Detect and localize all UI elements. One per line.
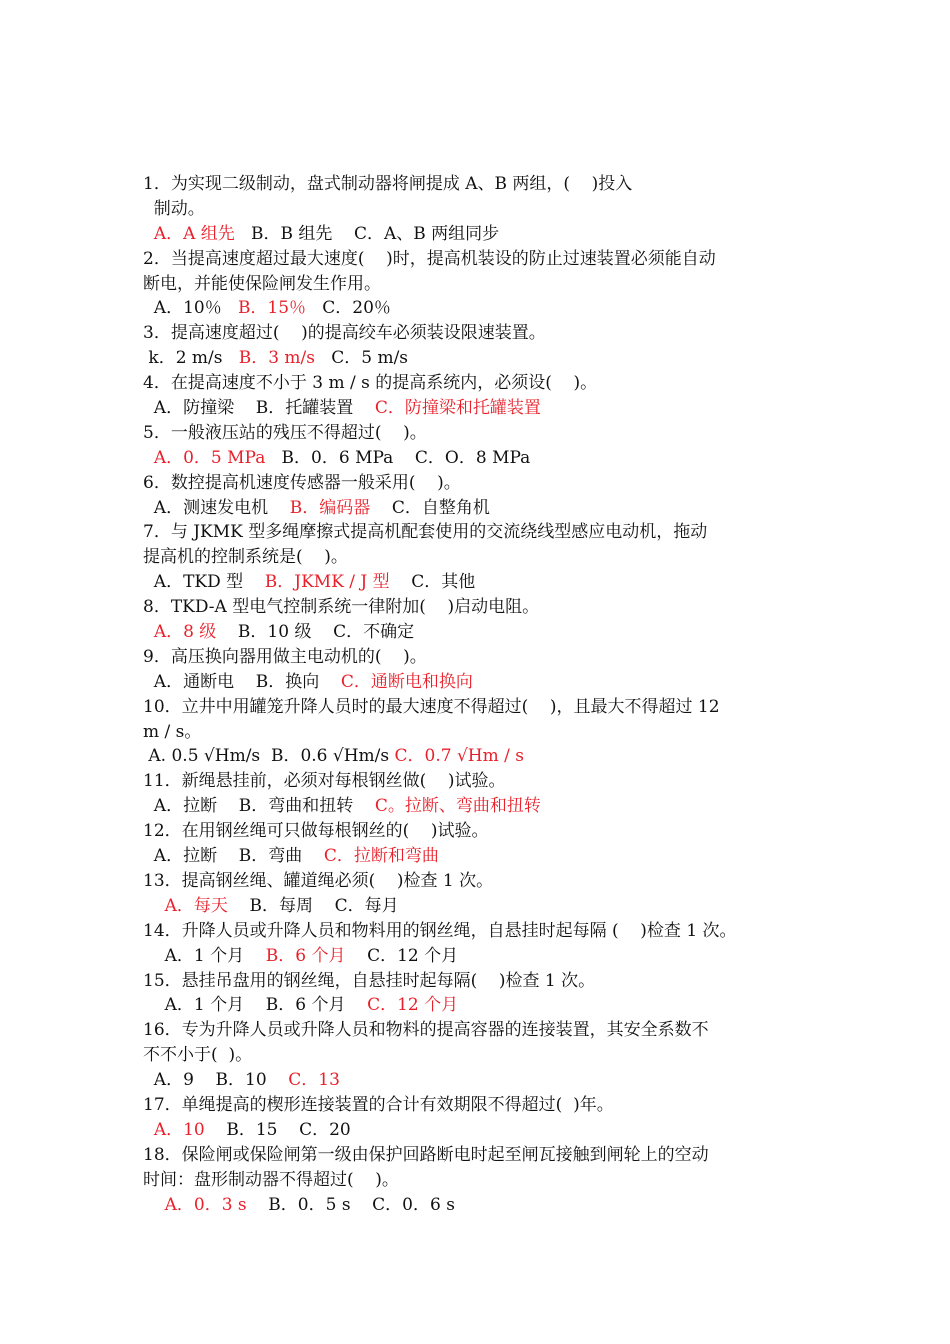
question-text-line — [143, 1143, 823, 1168]
question-list — [143, 172, 823, 1217]
correct-answer: B．6 个月 — [265, 945, 346, 966]
text-segment: 15．悬挂吊盘用的钢丝绳，自悬挂时起每隔( )检查 1 次。 — [143, 970, 596, 991]
question-text-line — [143, 471, 823, 496]
text-segment: B．B 组先 C．A、B 两组同步 — [234, 223, 500, 244]
text-segment: C．20％ — [306, 298, 391, 319]
question-text-line — [143, 172, 823, 197]
text-segment: 不不小于( )。 — [143, 1045, 253, 1066]
text-segment: 4．在提高速度不小于 3 m / s 的提高系统内，必须设( )。 — [143, 373, 598, 394]
correct-answer: C．12 个月 — [367, 995, 459, 1016]
correct-answer: A．10 — [153, 1119, 205, 1140]
question-text-line — [143, 272, 823, 297]
options-line — [143, 620, 823, 645]
text-segment — [143, 1195, 165, 1215]
text-segment: A．TKD 型 — [143, 572, 265, 593]
question-text-line — [143, 969, 823, 994]
question-8 — [143, 595, 823, 645]
question-text-line — [143, 720, 823, 745]
text-segment: 13．提高钢丝绳、罐道绳必须( )检查 1 次。 — [143, 870, 494, 891]
question-4 — [143, 371, 823, 421]
question-text-line — [143, 1043, 823, 1068]
question-text-line — [143, 1018, 823, 1043]
options-line — [143, 296, 823, 321]
question-7 — [143, 520, 823, 595]
text-segment: k．2 m/s — [143, 348, 239, 369]
question-text-line — [143, 247, 823, 272]
text-segment: B．0．5 s C．0．6 s — [246, 1194, 455, 1215]
question-text-line — [143, 1168, 823, 1193]
text-segment: A．测速发电机 — [143, 497, 290, 518]
options-line — [143, 1193, 823, 1218]
question-18 — [143, 1143, 823, 1218]
question-text-line — [143, 769, 823, 794]
text-segment: C．其他 — [389, 572, 476, 593]
correct-answer: C．0.7 √Hm / s — [394, 746, 525, 767]
text-segment: A．拉断 B．弯曲和扭转 — [143, 796, 375, 817]
correct-answer: B．15％ — [237, 298, 307, 319]
question-text-line — [143, 545, 823, 570]
text-segment: 17．单绳提高的楔形连接装置的合计有效期限不得超过( )年。 — [143, 1094, 614, 1115]
text-segment — [143, 1120, 154, 1140]
text-segment: C．12 个月 — [345, 945, 459, 966]
text-segment: 14．升降人员或升降人员和物料用的钢丝绳，自悬挂时起每隔 ( )检查 1 次。 — [143, 920, 737, 941]
text-segment: B．0．6 MPa C．O．8 MPa — [265, 447, 531, 468]
question-text-line — [143, 520, 823, 545]
correct-answer: C．防撞梁和托罐装置 — [374, 398, 541, 419]
text-segment: 1．为实现二级制动，盘式制动器将闸提成 A、B 两组，( )投入 — [143, 174, 633, 194]
text-segment: 2．当提高速度超过最大速度( )时，提高机装设的防止过速装置必须能自动 — [143, 248, 716, 269]
correct-answer: B．3 m/s — [238, 348, 316, 369]
text-segment: 16．专为升降人员或升降人员和物料的提高容器的连接装置，其安全系数不 — [143, 1020, 709, 1041]
correct-answer: B．JKMK / J 型 — [264, 572, 390, 593]
question-6 — [143, 471, 823, 521]
text-segment — [143, 224, 154, 244]
options-line — [143, 794, 823, 819]
text-segment: A．1 个月 — [143, 945, 266, 966]
correct-answer: C．拉断和弯曲 — [323, 846, 439, 867]
question-text-line — [143, 371, 823, 396]
options-line — [143, 670, 823, 695]
question-text-line — [143, 1093, 823, 1118]
question-text-line — [143, 421, 823, 446]
text-segment: 11．新绳悬挂前，必须对每根钢丝做( )试验。 — [143, 771, 506, 792]
question-text-line — [143, 595, 823, 620]
text-segment: A．9 B．10 — [143, 1070, 289, 1091]
correct-answer: A．0．5 MPa — [153, 447, 266, 468]
text-segment: B．15 C．20 — [204, 1119, 351, 1140]
question-3 — [143, 321, 823, 371]
correct-answer: A．A 组先 — [153, 223, 235, 244]
text-segment: C．自整角机 — [370, 497, 490, 518]
question-text-line — [143, 321, 823, 346]
text-segment: 制动。 — [143, 198, 205, 219]
options-line — [143, 1068, 823, 1093]
question-1 — [143, 172, 823, 247]
text-segment — [143, 622, 154, 642]
question-14 — [143, 919, 823, 969]
question-text-line — [143, 645, 823, 670]
correct-answer: A．8 级 — [153, 622, 217, 643]
options-line — [143, 844, 823, 869]
text-segment: 3．提高速度超过( )的提高绞车必须装设限速装置。 — [143, 323, 546, 344]
options-line — [143, 894, 823, 919]
question-12 — [143, 819, 823, 869]
question-10 — [143, 695, 823, 770]
question-15 — [143, 969, 823, 1019]
question-16 — [143, 1018, 823, 1093]
correct-answer: A．0．3 s — [164, 1194, 247, 1215]
options-line — [143, 496, 823, 521]
options-line — [143, 1118, 823, 1143]
question-9 — [143, 645, 823, 695]
text-segment: B．10 级 C．不确定 — [216, 622, 415, 643]
text-segment: A．防撞梁 B．托罐装置 — [143, 398, 375, 419]
text-segment: A．拉断 B．弯曲 — [143, 846, 324, 867]
text-segment: A．通断电 B．换向 — [143, 671, 341, 692]
text-segment: 18．保险闸或保险闸第一级由保护回路断电时起至闸瓦接触到闸轮上的空动 — [143, 1144, 709, 1165]
text-segment: B．每周 C．每月 — [227, 895, 399, 916]
correct-answer: C。拉断、弯曲和扭转 — [374, 796, 541, 817]
options-line — [143, 744, 823, 769]
text-segment: 6．数控提高机速度传感器一般采用( )。 — [143, 472, 461, 493]
question-text-line — [143, 197, 823, 222]
question-text-line — [143, 869, 823, 894]
text-segment: 时间：盘形制动器不得超过( )。 — [143, 1169, 399, 1190]
question-2 — [143, 247, 823, 322]
text-segment: 10．立井中用罐笼升降人员时的最大速度不得超过( )，且最大不得超过 12 — [143, 696, 720, 717]
text-segment: 7．与 JKMK 型多绳摩擦式提高机配套使用的交流绕线型感应电动机，拖动 — [143, 522, 708, 543]
question-text-line — [143, 819, 823, 844]
text-segment — [143, 448, 154, 468]
question-5 — [143, 421, 823, 471]
text-segment: 8．TKD-A 型电气控制系统一律附加( )启动电阻。 — [143, 597, 540, 618]
text-segment: 5．一般液压站的残压不得超过( )。 — [143, 422, 427, 443]
question-text-line — [143, 695, 823, 720]
text-segment: A. 0.5 √Hm/s B．0.6 √Hm/s — [143, 746, 395, 767]
text-segment: 9．高压换向器用做主电动机的( )。 — [143, 646, 427, 667]
options-line — [143, 570, 823, 595]
text-segment: C．5 m/s — [315, 348, 409, 369]
text-segment: A．1 个月 B．6 个月 — [143, 995, 368, 1016]
text-segment: m / s。 — [143, 721, 202, 742]
options-line — [143, 446, 823, 471]
options-line — [143, 396, 823, 421]
correct-answer: C．通断电和换向 — [340, 671, 473, 692]
options-line — [143, 944, 823, 969]
options-line — [143, 993, 823, 1018]
correct-answer: A．每天 — [164, 895, 228, 916]
text-segment — [143, 896, 165, 916]
text-segment: 12．在用钢丝绳可只做每根钢丝的( )试验。 — [143, 821, 489, 842]
correct-answer: C．13 — [288, 1070, 340, 1091]
question-17 — [143, 1093, 823, 1143]
correct-answer: B．编码器 — [289, 497, 371, 518]
text-segment: 提高机的控制系统是( )。 — [143, 547, 348, 568]
question-13 — [143, 869, 823, 919]
question-11 — [143, 769, 823, 819]
text-segment: 断电，并能使保险闸发生作用。 — [143, 273, 381, 294]
text-segment: A．10％ — [143, 298, 238, 319]
options-line — [143, 222, 823, 247]
question-text-line — [143, 919, 823, 944]
options-line — [143, 346, 823, 371]
